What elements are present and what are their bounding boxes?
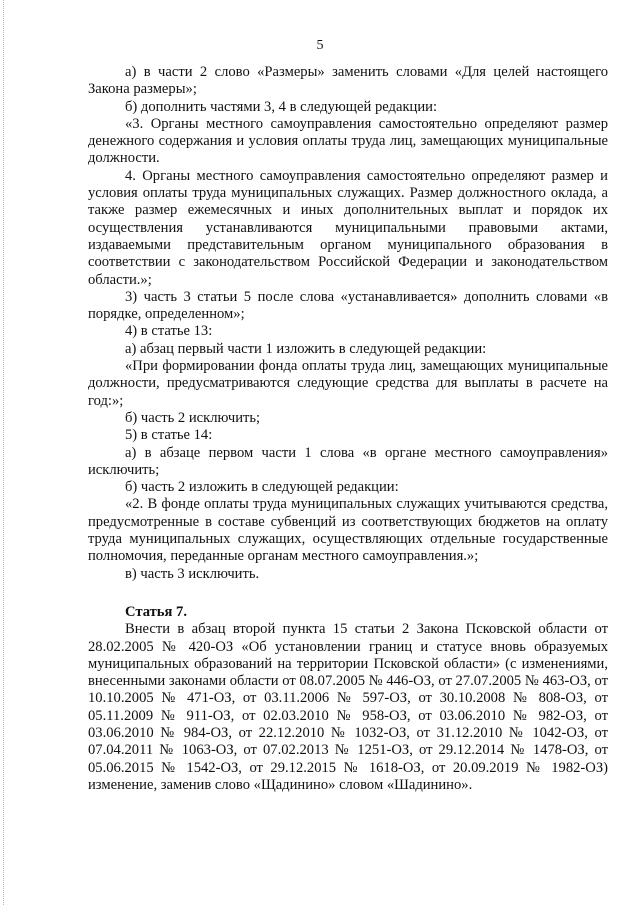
paragraph-part-3: «3. Органы местного самоуправления самостоятельно определяют размер денежного содержания и условия оплаты труда лиц, замещающих муниципальные должности. xyxy=(88,115,608,167)
scan-left-edge xyxy=(3,0,4,905)
article-7-text: Внести в абзац второй пункта 15 статьи 2 Закона Псковской области от 28.02.2005 № 420-ОЗ «Об установлении границ и статусе вновь образуемых муниципальных образований на территории Псковской области» (с изменениями, внесенными законами области от 08.07.2005 № 446-ОЗ, от 27.07.2005 № 463-ОЗ, от 10.10.2005 № 471-ОЗ, от 03.11.2006 № 597-ОЗ, от 30.10.2008 № 808-ОЗ, от 05.11.2009 № 911-ОЗ, от 02.03.2010 № 958-ОЗ, от 03.06.2010 № 982-ОЗ, от 03.06.2010 № 984-ОЗ, от 22.12.2010 № 1032-ОЗ, от 31.12.2010 № 1042-ОЗ, от 07.04.2011 № 1063-ОЗ, от 07.02.2013 № 1251-ОЗ, от 29.12.2014 № 1478-ОЗ, от 05.06.2015 № 1542-ОЗ, от 29.12.2015 № 1618-ОЗ, от 20.09.2019 № 1982-ОЗ) изменение, заменив слово «Щадинино» словом «Шадинино». xyxy=(88,621,608,793)
paragraph-a-part-2: а) в части 2 слово «Размеры» заменить словами «Для целей настоящего Закона размеры»; xyxy=(88,64,608,98)
article-7-title: Статья 7. xyxy=(125,603,187,620)
paragraph-b-add-parts: б) дополнить частями 3, 4 в следующей редакции: xyxy=(125,98,438,115)
document-body xyxy=(88,64,608,794)
page-number: 5 xyxy=(316,38,324,53)
section-gap xyxy=(88,583,608,604)
paragraph-item-4b: б) часть 2 исключить; xyxy=(125,409,261,426)
paragraph-item-4a: а) абзац первый части 1 изложить в следующей редакции: xyxy=(125,340,487,357)
paragraph-item-4: 4) в статье 13: xyxy=(125,323,213,340)
paragraph-part-4: 4. Органы местного самоуправления самостоятельно определяют размер и условия оплаты труда муниципальных служащих. Размер должностного оклада, а также размер ежемесячных и иных дополнительных выплат и порядок их осуществления устанавливаются муниципальными правовыми актами, издаваемыми представительным органом муниципального образования в соответствии с законодательством Российской Федерации и законодательством области.»; xyxy=(88,167,608,288)
paragraph-item-5a: а) в абзаце первом части 1 слова «в органе местного самоуправления» исключить; xyxy=(88,444,608,478)
paragraph-item-5b-text: «2. В фонде оплаты труда муниципальных служащих учитываются средства, предусмотренные в составе субвенций из соответствующих бюджетов на оплату труда муниципальных служащих, осуществляющих отдельные государственные полномочия, переданные органам местного самоуправления.»; xyxy=(88,496,608,565)
paragraph-item-3: 3) часть 3 статьи 5 после слова «устанавливается» дополнить словами «в порядке, определенном»; xyxy=(88,288,608,323)
paragraph-item-5b: б) часть 2 изложить в следующей редакции: xyxy=(125,479,399,496)
paragraph-item-4a-text: «При формировании фонда оплаты труда лиц, замещающих муниципальные должности, предусматриваются следующие средства для выплаты в расчете на год:»; xyxy=(88,358,608,409)
paragraph-item-5: 5) в статье 14: xyxy=(125,427,213,444)
paragraph-item-5c: в) часть 3 исключить. xyxy=(125,565,260,582)
